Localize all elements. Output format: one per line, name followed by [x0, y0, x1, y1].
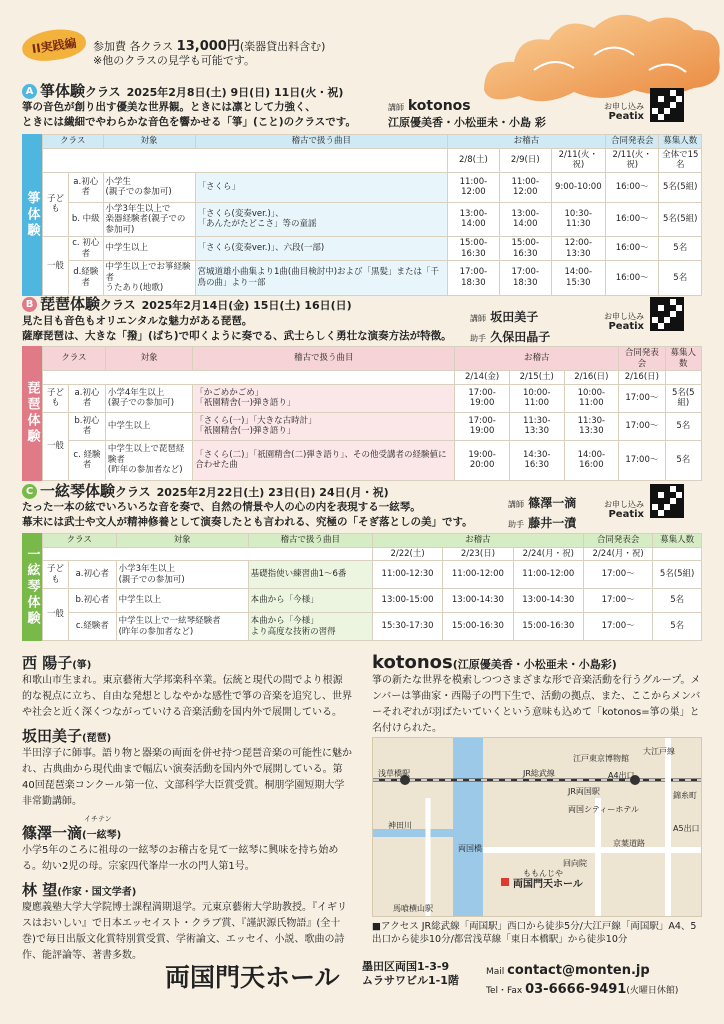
kotonos-title: kotonos — [372, 652, 453, 673]
map-hall-label: 両国門天ホール — [513, 879, 583, 890]
map-label: 江戸東京博物館 — [573, 754, 629, 763]
practice-badge: II実践編 — [20, 26, 88, 65]
th-target: 対象 — [105, 347, 192, 371]
class-cell: a.初心者 — [69, 172, 104, 202]
th-recital: 合同発表会 — [619, 347, 665, 371]
map-label: JR総武線 — [523, 769, 555, 778]
qr-code-a[interactable] — [650, 88, 684, 122]
mail-link[interactable]: contact@monten.jp — [507, 963, 650, 978]
time-cell: 17:00-18:30 — [447, 261, 499, 296]
ichigenkin-title: 一絃琴体験 — [40, 482, 116, 500]
time-cell: 11:30-13:30 — [564, 412, 619, 440]
biwa-desc-line2: 薩摩琵琶は、大きな「撥」(ばち)で叩くように奏でる、武士らしく勇壮な演奏方法が特徴。 — [22, 330, 452, 342]
time-cell: 14:30-16:30 — [509, 440, 564, 480]
kotonos-members: (江原優美香・小松亜未・小島彩) — [452, 658, 617, 671]
apply-service: Peatix — [608, 509, 644, 520]
th-song: 稽古で扱う曲目 — [193, 347, 455, 371]
time-cell: 15:00-16:30 — [499, 237, 551, 261]
target-cell: 中学生以上 — [116, 589, 248, 613]
cap-cell: 5名(5組) — [659, 172, 702, 202]
kotonos-text: 箏の新たな世界を模索しつつさまざまな形で音楽活動を行うグループ。メンバーは箏曲家・西陽子の門下生で、活動の拠点、また、ここからメンバーそれぞれが羽ばたいていくという意味も込めて「kotonos=箏の巣」と名付けられた。 — [372, 675, 701, 734]
address-line2: ムラサワビル1-1階 — [362, 974, 459, 987]
th-target: 対象 — [103, 135, 195, 149]
footer-address — [362, 960, 459, 988]
recital-date: 2/24(月・祝) — [583, 547, 652, 561]
time-cell: 15:00-16:30 — [447, 237, 499, 261]
biwa-dates: 2025年2月14日(金) 15日(土) 16日(日) — [141, 299, 352, 312]
song-cell: 「さくら」 — [195, 172, 447, 202]
cap-cell: 5名(5組) — [653, 561, 702, 589]
map-label: 錦糸町 — [673, 791, 697, 800]
map-label: A5出口 — [673, 824, 700, 833]
time-cell: 9:00-10:00 — [551, 172, 605, 202]
th-recital: 合同発表会 — [583, 534, 652, 548]
bio-text: 慶應義塾大学大学院博士課程満期退学。元東京藝術大学助教授。『イギリスはおいしい』で日本エッセイスト・クラブ賞、『謹訳源氏物語』(全十巻)で毎日出版文化賞特別賞受賞、学術論文、エッセイ、小説、歌曲の詩作、能評論等、著書多数。 — [22, 902, 347, 961]
cap-cell: 5名(5組) — [659, 202, 702, 237]
fee-sub: ※他のクラスの見学も可能です。 — [93, 54, 256, 67]
map-label: 馬喰横山駅 — [393, 904, 433, 913]
song-cell: 「かごめかごめ」 「祇園精舎(一)弾き語り」 — [193, 384, 455, 412]
target-cell: 中学生以上で一絃琴経験者 (昨年の参加者など) — [116, 613, 248, 641]
bio-name — [22, 879, 352, 900]
th-class: クラス — [43, 135, 104, 149]
map-label: A4出口 — [608, 771, 635, 780]
section-a-marker: A — [22, 84, 37, 99]
map-label: 京葉道路 — [613, 839, 645, 848]
section-b-marker: B — [22, 297, 37, 312]
th-song: 稽古で扱う曲目 — [195, 135, 447, 149]
map-label: 大江戸線 — [643, 747, 675, 756]
teacher-label: 講師 — [388, 103, 404, 112]
time-cell: 11:00-12:00 — [513, 561, 583, 589]
access-map[interactable] — [372, 737, 702, 917]
cap-cell: 5名 — [665, 412, 701, 440]
group-general: 一般 — [43, 589, 69, 641]
cap-cell: 5名(5組) — [665, 384, 701, 412]
biwa-desc-line1: 見た目も音色もオリエンタルな魅力がある琵琶。 — [22, 315, 253, 327]
section-c-marker: C — [22, 484, 37, 499]
koto-desc-line2: ときには繊細でやわらかな音色を響かせる「箏」(こと)のクラスです。 — [22, 116, 356, 128]
map-label: 両国シティーホテル — [568, 805, 639, 814]
th-capacity: 募集人数 — [659, 135, 702, 149]
teacher-name: kotonos — [407, 98, 471, 114]
ichigenkin-teacher — [508, 494, 576, 534]
date-cell: 2/11(火・祝) — [551, 148, 605, 172]
koto-description — [22, 100, 356, 130]
footer-contact — [486, 962, 678, 1000]
time-cell: 11:00-12:00 — [443, 561, 513, 589]
recital-cell: 17:00〜 — [583, 561, 652, 589]
recital-cell: 17:00〜 — [619, 440, 665, 480]
bio-role: (作家・国文学者) — [57, 887, 137, 898]
time-cell: 19:00-20:00 — [455, 440, 510, 480]
koto-schedule — [42, 134, 702, 296]
time-cell: 13:00-14:30 — [513, 589, 583, 613]
qr-code-c[interactable] — [650, 484, 684, 518]
th-song: 稽古で扱う曲目 — [248, 534, 372, 548]
kotonos-section — [372, 652, 702, 741]
bio-name — [22, 822, 352, 843]
footer-hall-name: 両国門天ホール — [165, 963, 340, 992]
class-cell: c.経験者 — [69, 613, 117, 641]
time-cell: 10:00-11:00 — [509, 384, 564, 412]
tel-number[interactable]: 03-6666-9491 — [525, 982, 627, 997]
biwa-teacher — [470, 308, 550, 348]
koto-side-label: 箏体験 — [22, 134, 42, 296]
recital-cell: 17:00〜 — [583, 589, 652, 613]
song-cell: 本曲から「今様」 — [248, 589, 372, 613]
koto-title: 箏体験 — [40, 82, 86, 100]
time-cell: 13:00-15:00 — [372, 589, 442, 613]
ichigenkin-dates: 2025年2月22日(土) 23日(日) 24日(月・祝) — [156, 486, 389, 499]
class-cell: b.初心者 — [69, 589, 117, 613]
target-cell: 中学生以上で琵琶経験者 (昨年の参加者など) — [105, 440, 192, 480]
th-lessons: お稽古 — [372, 534, 583, 548]
koto-dates: 2025年2月8日(土) 9日(日) 11日(火・祝) — [126, 86, 344, 99]
target-cell: 中学生以上 — [105, 412, 192, 440]
recital-cell: 16:00〜 — [605, 261, 659, 296]
th-target: 対象 — [116, 534, 248, 548]
target-cell: 中学生以上でお箏経験者 うたあり(地歌) — [103, 261, 195, 296]
time-cell: 14:00-16:00 — [564, 440, 619, 480]
time-cell: 12:00-13:30 — [551, 237, 605, 261]
koto-table — [22, 134, 702, 296]
access-info: ■アクセス JR総武線「両国駅」西口から徒歩5分/大江戸線「両国駅」A4、5出口から徒歩10分/都営浅草線「東日本橋駅」から徒歩10分 — [372, 921, 697, 945]
class-cell: b.初心者 — [69, 412, 106, 440]
cap-cell: 5名 — [659, 237, 702, 261]
group-kids: 子ども — [43, 561, 69, 589]
cap-cell: 5名 — [665, 440, 701, 480]
recital-date: 2/11(火・祝) — [605, 148, 659, 172]
recital-cell: 17:00〜 — [619, 412, 665, 440]
date-cell: 2/14(金) — [455, 371, 510, 385]
bio-role: (箏) — [72, 660, 92, 671]
map-label: 両国橋 — [458, 844, 482, 853]
apply-label: お申し込み — [604, 500, 644, 509]
assistant-label: 助手 — [508, 520, 524, 529]
biwa-table — [22, 346, 702, 481]
bio-text: 半田淳子に師事。語り物と器楽の両面を併せ持つ琵琶音楽の可能性に魅かれ、古典曲から現代曲まで幅広い演奏活動を国内外で展開している。第40回琵琶楽コンクール第一位、文部科学大臣賞受賞。桐朋学園短期大学非常勤講師。 — [22, 748, 352, 807]
recital-cell: 16:00〜 — [605, 172, 659, 202]
class-cell: a.初心者 — [69, 384, 106, 412]
bio-name — [22, 652, 352, 673]
bio-name-text: 西 陽子 — [22, 654, 73, 672]
ichigenkin-side-label: 一絃琴体験 — [22, 533, 42, 641]
kotonos-name — [372, 652, 702, 673]
time-cell: 13:00-14:30 — [443, 589, 513, 613]
cap-cell: 5名 — [653, 589, 702, 613]
teacher-name: 坂田美子 — [490, 310, 539, 324]
fee-label: 参加費 各クラス — [93, 40, 174, 53]
teacher-label: 講師 — [508, 500, 524, 509]
target-cell: 小学4年生以上 (親子での参加可) — [105, 384, 192, 412]
qr-code-b[interactable] — [650, 297, 684, 331]
map-label: 回向院 — [563, 859, 587, 868]
koto-apply[interactable] — [604, 102, 644, 122]
apply-service: Peatix — [608, 111, 644, 122]
time-cell: 11:00-12:30 — [372, 561, 442, 589]
apply-service: Peatix — [608, 321, 644, 332]
th-lessons: お稽古 — [447, 135, 605, 149]
class-cell: b. 中級 — [69, 202, 104, 237]
th-capacity: 募集人数 — [653, 534, 702, 548]
date-cell: 2/8(土) — [447, 148, 499, 172]
biwa-schedule — [42, 346, 702, 481]
time-cell: 15:00-16:30 — [443, 613, 513, 641]
class-cell: a.初心者 — [69, 561, 117, 589]
map-label: 浅草橋駅 — [378, 769, 410, 778]
recital-cell: 16:00〜 — [605, 237, 659, 261]
address-line1: 墨田区両国1-3-9 — [362, 960, 450, 973]
song-cell: 本曲から「今様」 より高度な技術の習得 — [248, 613, 372, 641]
th-lessons: お稽古 — [455, 347, 619, 371]
mail-label: Mail — [486, 967, 505, 977]
class-cell: c. 初心者 — [69, 237, 104, 261]
group-kids: 子ども — [43, 384, 69, 412]
teacher-members: 江原優美香・小松亜未・小島 彩 — [388, 116, 546, 129]
ichigenkin-description — [22, 500, 473, 530]
song-cell: 宮城道雄小曲集より1曲(曲目検討中)および「黒髪」または「千鳥の曲」より一部 — [195, 261, 447, 296]
th-capacity: 募集人数 — [665, 347, 701, 371]
apply-label: お申し込み — [604, 312, 644, 321]
bio-name-text: 林 望 — [22, 881, 58, 899]
target-cell: 小学生 (親子での参加可) — [103, 172, 195, 202]
song-cell: 「さくら(変奏ver.)」、六段(一部) — [195, 237, 447, 261]
time-cell: 15:30-17:30 — [372, 613, 442, 641]
ichigenkin-heading — [22, 480, 389, 501]
time-cell: 10:00-11:00 — [564, 384, 619, 412]
assistant-name: 久保田晶子 — [490, 330, 551, 344]
time-cell: 15:00-16:30 — [513, 613, 583, 641]
song-cell: 「さくら(二)」「祇園精舎(二)弾き語り」、その他受講者の経験値に合わせた曲 — [193, 440, 455, 480]
bio-text: 和歌山市生まれ。東京藝術大学邦楽科卒業。伝統と現代の間でより根源的な視点に立ち、自由な発想としなやかな感性で箏の音楽を追究し、世界や社会と近く深くつながっていける音楽活動を国内外で展開している。 — [22, 675, 352, 718]
ichigenkin-desc-line2: 幕末には武士や文人が精神修養として演奏したとも言われる、究極の「そぎ落としの美」です。 — [22, 516, 473, 528]
target-cell: 中学生以上 — [103, 237, 195, 261]
song-cell: 「さくら(一)」「大きな古時計」 「祇園精舎(一)弾き語り」 — [193, 412, 455, 440]
date-cell: 2/9(日) — [499, 148, 551, 172]
date-cell: 2/23(日) — [443, 547, 513, 561]
biographies — [22, 652, 352, 968]
closed-note: (火曜日休館) — [626, 986, 679, 996]
bio-text: 小学5年のころに祖母の一絃琴のお稽古を見て一絃琴に興味を持ち始める。幼い2児の母。宗家四代峯岸一水の門人第1号。 — [22, 845, 339, 872]
fee-amount: 13,000円 — [176, 39, 240, 54]
time-cell: 10:30-11:30 — [551, 202, 605, 237]
class-cell: d.経験者 — [69, 261, 104, 296]
date-cell: 2/15(土) — [509, 371, 564, 385]
ichigenkin-desc-line1: たった一本の絃でいろいろな音を奏で、自然の情景や人の心の内を表現する一絃琴。 — [22, 501, 421, 513]
time-cell: 17:00-19:00 — [455, 412, 510, 440]
cloud-decoration — [464, 0, 724, 115]
biwa-title: 琵琶体験 — [40, 295, 101, 313]
class-cell: c. 経験者 — [69, 440, 106, 480]
apply-label: お申し込み — [604, 102, 644, 111]
recital-cell: 17:00〜 — [619, 384, 665, 412]
time-cell: 14:00-15:30 — [551, 261, 605, 296]
target-cell: 小学3年生以上で 楽器経験者(親子での参加可) — [103, 202, 195, 237]
time-cell: 17:00-18:30 — [499, 261, 551, 296]
bio-role: (一絃琴) — [82, 830, 122, 841]
koto-heading — [22, 80, 343, 101]
cap-cell: 5名 — [659, 261, 702, 296]
date-cell: 2/16(日) — [564, 371, 619, 385]
fee-note: (楽器貸出料含む) — [239, 40, 326, 53]
ichigenkin-schedule — [42, 533, 702, 641]
assistant-name: 藤井一濆 — [528, 516, 577, 530]
biwa-apply[interactable] — [604, 312, 644, 332]
biwa-side-label: 琵琶体験 — [22, 346, 42, 481]
time-cell: 13:00-14:00 — [499, 202, 551, 237]
th-class: クラス — [43, 534, 117, 548]
biwa-class-label: クラス — [100, 298, 136, 312]
assistant-label: 助手 — [470, 334, 486, 343]
bio-name-text: 篠澤一滴 — [22, 824, 83, 842]
th-class: クラス — [43, 347, 106, 371]
map-label: 神田川 — [388, 821, 412, 830]
koto-desc-line1: 箏の音色が創り出す優美な世界観。ときには凛として力強く、 — [22, 101, 316, 113]
date-cell: 2/24(月・祝) — [513, 547, 583, 561]
song-cell: 基礎指使い練習曲1〜6番 — [248, 561, 372, 589]
fee-info — [93, 40, 325, 68]
ichigenkin-apply[interactable] — [604, 500, 644, 520]
bio-ruby: イチテン — [84, 815, 112, 823]
bio-name — [22, 725, 352, 746]
recital-cell: 16:00〜 — [605, 202, 659, 237]
cap-cell: 5名 — [653, 613, 702, 641]
tel-label: Tel・Fax — [486, 986, 523, 996]
time-cell: 17:00-19:00 — [455, 384, 510, 412]
group-kids: 子ども — [43, 172, 69, 237]
ichigenkin-class-label: クラス — [115, 485, 151, 499]
target-cell: 小学3年生以上 (親子での参加可) — [116, 561, 248, 589]
time-cell: 11:30-13:30 — [509, 412, 564, 440]
teacher-name: 篠澤一滴 — [528, 496, 577, 510]
th-recital: 合同発表会 — [605, 135, 659, 149]
cap-head: 全体で15名 — [659, 148, 702, 172]
time-cell: 11:00-12:00 — [447, 172, 499, 202]
bio-role: (琵琶) — [82, 733, 112, 744]
map-label: JR両国駅 — [568, 787, 600, 796]
recital-cell: 17:00〜 — [583, 613, 652, 641]
group-general: 一般 — [43, 237, 69, 296]
bio-name-text: 坂田美子 — [22, 727, 83, 745]
koto-class-label: クラス — [85, 85, 121, 99]
time-cell: 13:00-14:00 — [447, 202, 499, 237]
group-general: 一般 — [43, 412, 69, 480]
recital-date: 2/16(日) — [619, 371, 665, 385]
time-cell: 11:00-12:00 — [499, 172, 551, 202]
ichigenkin-table — [22, 533, 702, 641]
biwa-heading — [22, 293, 352, 314]
koto-teacher — [388, 99, 546, 130]
map-label: ももんじや — [523, 869, 563, 878]
date-cell: 2/22(土) — [372, 547, 442, 561]
teacher-label: 講師 — [470, 314, 486, 323]
biwa-description — [22, 314, 452, 344]
map-roads — [373, 738, 702, 917]
song-cell: 「さくら(変奏ver.)」、 「あんたがたどこさ」等の童謡 — [195, 202, 447, 237]
